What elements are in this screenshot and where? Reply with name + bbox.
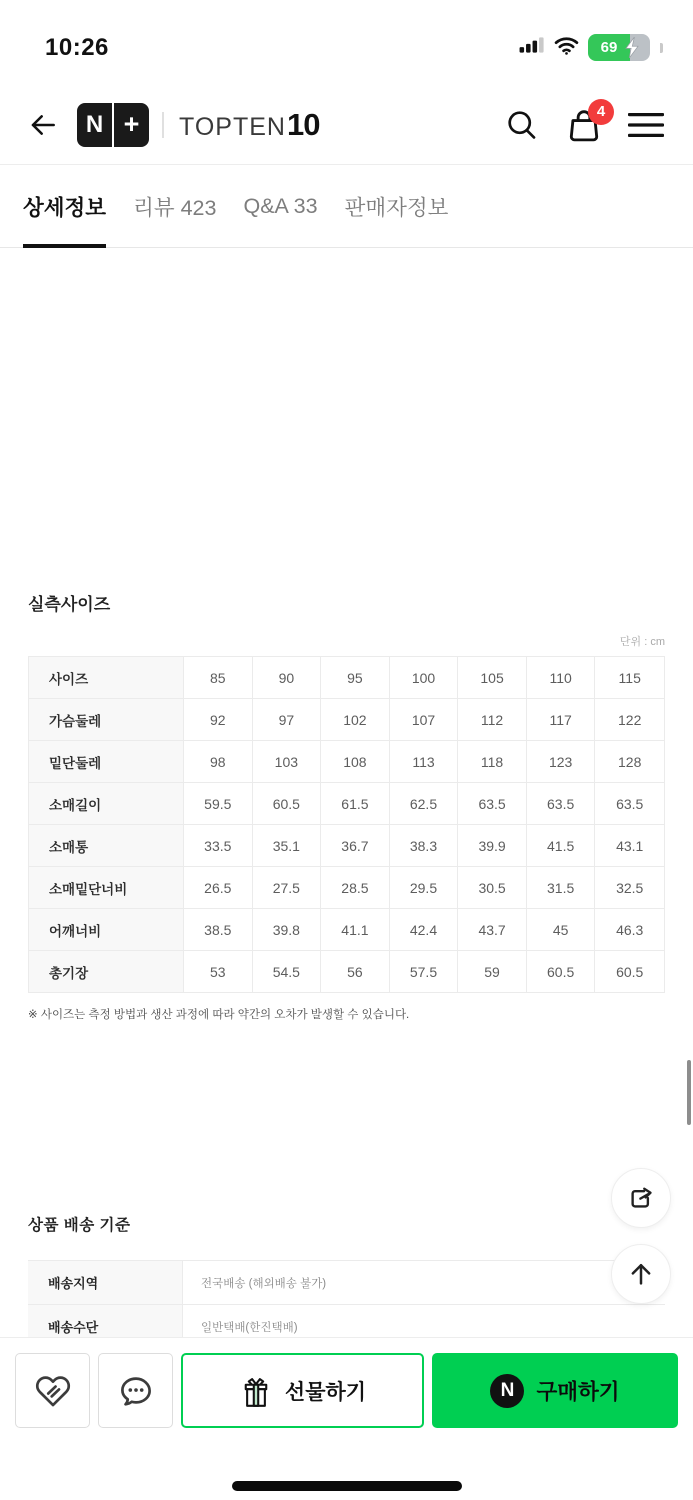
- size-cell: 60.5: [527, 951, 596, 992]
- size-cell: 128: [618, 753, 642, 770]
- size-cell: 60.5: [253, 783, 322, 824]
- unit-note: 단위 : cm: [619, 636, 665, 648]
- size-cell: 122: [618, 711, 642, 728]
- size-footnote: ※ 사이즈는 측정 방법과 생산 과정에 따라 약간의 오차가 발생할 수 있습니다.: [28, 1009, 410, 1021]
- size-section: [28, 590, 665, 1022]
- size-cell: 35.1: [253, 825, 322, 866]
- size-cell: 112: [458, 699, 527, 740]
- battery-nub: [660, 43, 663, 53]
- shipping-row-value: 전국배송 (해외배송 불가): [201, 1277, 327, 1290]
- scrollbar-thumb[interactable]: [687, 1060, 691, 1125]
- row-label: 사이즈: [29, 657, 184, 698]
- brand-10: 10: [286, 106, 320, 142]
- arrow-up-icon: [626, 1259, 656, 1289]
- npay-logo[interactable]: [77, 103, 149, 147]
- tab-reviews[interactable]: 리뷰 423: [133, 195, 217, 220]
- gift-button-label: 선물하기: [284, 1380, 367, 1404]
- size-cell: 62.5: [390, 783, 459, 824]
- size-cell: 60.5: [616, 963, 644, 980]
- shipping-table: [28, 1260, 665, 1349]
- size-cell: 115: [618, 669, 641, 686]
- clock: 10:26: [45, 33, 109, 61]
- size-cell: 56: [321, 951, 390, 992]
- row-label: 총기장: [29, 951, 184, 992]
- size-cell: 57.5: [390, 951, 459, 992]
- npay-plus: +: [114, 103, 149, 147]
- size-cell: 27.5: [253, 867, 322, 908]
- size-cell: 98: [184, 741, 253, 782]
- npay-n: N: [77, 103, 112, 147]
- cart-count-badge: 4: [588, 99, 614, 125]
- buy-button-label: 구매하기: [536, 1380, 620, 1404]
- table-row: [29, 825, 664, 867]
- brand-topten: TOPTEN: [179, 112, 286, 141]
- scroll-to-top-button[interactable]: [611, 1244, 671, 1304]
- size-table: [28, 656, 665, 993]
- size-cell: 43.7: [458, 909, 527, 950]
- row-label: 소매통: [29, 825, 184, 866]
- size-cell: 43.1: [616, 837, 644, 854]
- header: [0, 85, 693, 165]
- tab-bar: [0, 165, 693, 248]
- row-label: 소매밑단너비: [29, 867, 184, 908]
- battery-percent: 69: [588, 34, 630, 61]
- row-label: 소매길이: [29, 783, 184, 824]
- row-label: 어깨너비: [29, 909, 184, 950]
- search-icon: [504, 107, 540, 143]
- size-cell: 113: [390, 741, 459, 782]
- cart-button[interactable]: [562, 103, 606, 147]
- size-cell: 123: [527, 741, 596, 782]
- size-cell: 30.5: [458, 867, 527, 908]
- search-button[interactable]: [500, 103, 544, 147]
- tab-detail[interactable]: 상세정보: [23, 165, 106, 247]
- size-cell: 54.5: [253, 951, 322, 992]
- size-cell: 85: [184, 657, 253, 698]
- size-cell: 31.5: [527, 867, 596, 908]
- size-cell: 59: [458, 951, 527, 992]
- size-cell: 107: [390, 699, 459, 740]
- size-cell: 92: [184, 699, 253, 740]
- tab-seller-info[interactable]: 판매자정보: [344, 195, 449, 220]
- size-cell: 32.5: [616, 879, 644, 896]
- wishlist-button[interactable]: [15, 1353, 90, 1428]
- table-row: [29, 867, 664, 909]
- size-cell: 61.5: [321, 783, 390, 824]
- table-row: [29, 657, 664, 699]
- content-area: [0, 248, 693, 1500]
- size-cell: 53: [184, 951, 253, 992]
- header-divider: [162, 112, 164, 138]
- heart-link-icon: [34, 1372, 72, 1410]
- back-button[interactable]: [25, 107, 61, 143]
- size-cell: 110: [527, 657, 596, 698]
- share-button[interactable]: [611, 1168, 671, 1228]
- size-cell: 100: [390, 657, 459, 698]
- size-cell: 42.4: [390, 909, 459, 950]
- size-cell: 41.1: [321, 909, 390, 950]
- size-cell: 59.5: [184, 783, 253, 824]
- shipping-section: [28, 1213, 665, 1349]
- size-section-title: 실측사이즈: [28, 595, 111, 614]
- battery-icon: [588, 34, 650, 61]
- home-indicator[interactable]: [232, 1481, 462, 1491]
- size-cell: 95: [321, 657, 390, 698]
- size-cell: 63.5: [458, 783, 527, 824]
- bottom-action-bar: [0, 1337, 693, 1500]
- size-cell: 118: [458, 741, 527, 782]
- wifi-icon: [554, 36, 579, 60]
- size-cell: 63.5: [616, 795, 644, 812]
- table-row: [29, 741, 664, 783]
- row-label: 가슴둘레: [29, 699, 184, 740]
- menu-button[interactable]: [624, 103, 668, 147]
- size-cell: 39.8: [253, 909, 322, 950]
- gift-button[interactable]: [181, 1353, 424, 1428]
- size-cell: 26.5: [184, 867, 253, 908]
- hamburger-icon: [628, 110, 664, 140]
- table-row: [29, 783, 664, 825]
- size-cell: 97: [253, 699, 322, 740]
- table-row: [29, 909, 664, 951]
- size-cell: 105: [458, 657, 527, 698]
- size-cell: 36.7: [321, 825, 390, 866]
- size-cell: 108: [321, 741, 390, 782]
- size-cell: 102: [321, 699, 390, 740]
- charging-bolt-icon: [624, 37, 640, 58]
- shipping-section-title: 상품 배송 기준: [28, 1217, 131, 1234]
- shipping-row-label: 배송수단: [28, 1305, 183, 1348]
- size-cell: 28.5: [321, 867, 390, 908]
- size-cell: 29.5: [390, 867, 459, 908]
- back-arrow-icon: [27, 109, 59, 141]
- size-cell: 103: [253, 741, 322, 782]
- table-row: [29, 951, 664, 993]
- tab-qna[interactable]: Q&A 33: [243, 193, 318, 218]
- shipping-row-label: 배송지역: [28, 1261, 183, 1304]
- share-icon: [626, 1183, 656, 1213]
- size-cell: 41.5: [527, 825, 596, 866]
- size-cell: 90: [253, 657, 322, 698]
- chat-button[interactable]: [98, 1353, 173, 1428]
- row-label: 밑단둘레: [29, 741, 184, 782]
- status-bar: [0, 0, 693, 85]
- chat-bubble-icon: [117, 1372, 155, 1410]
- signal-icon: [519, 37, 545, 58]
- naver-n-icon: N: [490, 1374, 524, 1408]
- buy-button[interactable]: [432, 1353, 678, 1428]
- size-cell: 33.5: [184, 825, 253, 866]
- status-icons: [519, 34, 663, 61]
- table-row: [29, 699, 664, 741]
- table-row: [28, 1261, 665, 1305]
- size-cell: 38.5: [184, 909, 253, 950]
- size-cell: 38.3: [390, 825, 459, 866]
- size-cell: 39.9: [458, 825, 527, 866]
- size-cell: 63.5: [527, 783, 596, 824]
- shipping-row-value: 일반택배(한진택배): [201, 1321, 298, 1334]
- size-cell: 117: [527, 699, 596, 740]
- brand-logo[interactable]: [179, 107, 319, 143]
- gift-icon: [239, 1373, 273, 1409]
- size-cell: 46.3: [616, 921, 644, 938]
- size-cell: 45: [527, 909, 596, 950]
